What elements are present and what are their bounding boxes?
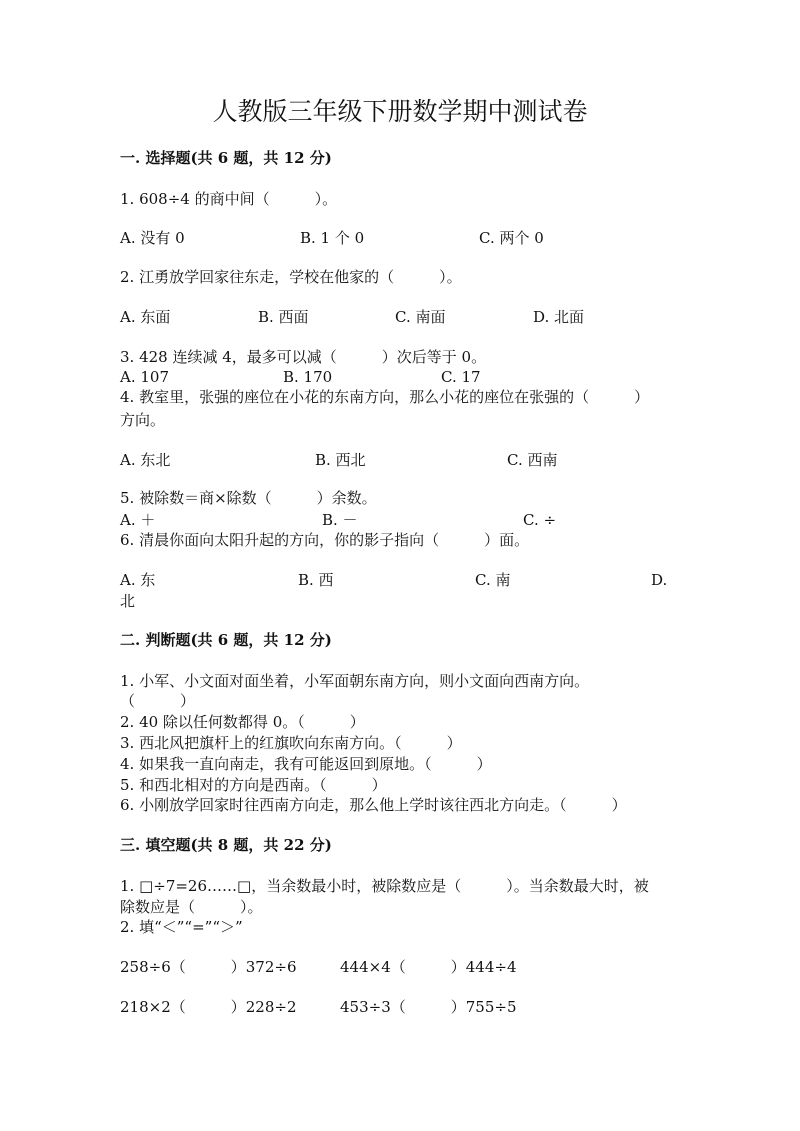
option-c: C. 17 xyxy=(441,368,481,386)
comparison-item: 444×4（ ）444÷4 xyxy=(340,958,517,976)
option-b: B. 170 xyxy=(283,368,333,386)
option-c: C. 西南 xyxy=(507,451,558,469)
comparison-item: 453÷3（ ）755÷5 xyxy=(340,998,517,1016)
question-stem-continued: 除数应是（ ）。 xyxy=(120,898,263,916)
question-stem: 2. 40 除以任何数都得 0。（ ） xyxy=(120,713,365,731)
option-a: A. 107 xyxy=(120,368,169,386)
section-heading-judgement: 二. 判断题(共 6 题，共 12 分) xyxy=(120,631,332,649)
question-stem: 3. 西北风把旗杆上的红旗吹向东南方向。（ ） xyxy=(120,734,462,752)
option-a: A. 东北 xyxy=(120,451,171,469)
question-stem: 1. 608÷4 的商中间（ ）。 xyxy=(120,190,338,208)
option-c: C. 南面 xyxy=(395,308,446,326)
section-heading-fill-blank: 三. 填空题(共 8 题，共 22 分) xyxy=(120,836,332,854)
option-a: A. 东面 xyxy=(120,308,171,326)
option-a: A. 没有 0 xyxy=(120,229,185,247)
option-b: B. 西北 xyxy=(315,451,366,469)
option-c: C. 两个 0 xyxy=(479,229,544,247)
question-stem: 1. □÷7=26……□，当余数最小时，被除数应是（ ）。当余数最大时，被 xyxy=(120,877,649,895)
question-stem: 3. 428 连续减 4，最多可以减（ ）次后等于 0。 xyxy=(120,348,487,366)
answer-bracket: （ ） xyxy=(120,692,196,710)
option-a: A. ＋ xyxy=(120,511,156,529)
question-stem-continued: 方向。 xyxy=(120,411,166,429)
question-stem: 6. 清晨你面向太阳升起的方向，你的影子指向（ ）面。 xyxy=(120,531,530,549)
option-d-text: 北 xyxy=(120,592,136,610)
question-stem: 4. 如果我一直向南走，我有可能返回到原地。（ ） xyxy=(120,755,492,773)
question-stem: 5. 被除数＝商×除数（ ）余数。 xyxy=(120,489,377,507)
option-c: C. ÷ xyxy=(523,511,557,529)
question-stem: 5. 和西北相对的方向是西南。（ ） xyxy=(120,776,387,794)
question-stem: 2. 填“＜”“=”“＞” xyxy=(120,918,243,936)
section-heading-choice: 一. 选择题(共 6 题，共 12 分) xyxy=(120,149,332,167)
question-stem: 6. 小刚放学回家时往西南方向走，那么他上学时该往西北方向走。（ ） xyxy=(120,796,627,814)
option-b: B. 1 个 0 xyxy=(300,229,365,247)
comparison-item: 258÷6（ ）372÷6 xyxy=(120,958,297,976)
question-stem: 2. 江勇放学回家往东走，学校在他家的（ ）。 xyxy=(120,268,462,286)
comparison-item: 218×2（ ）228÷2 xyxy=(120,998,297,1016)
question-stem: 1. 小军、小文面对面坐着，小军面朝东南方向，则小文面向西南方向。 xyxy=(120,672,590,690)
option-b: B. － xyxy=(322,511,358,529)
option-b: B. 西 xyxy=(298,571,334,589)
option-b: B. 西面 xyxy=(258,308,309,326)
option-a: A. 东 xyxy=(120,571,156,589)
page-title: 人教版三年级下册数学期中测试卷 xyxy=(212,97,588,126)
option-d: D. xyxy=(651,571,668,589)
option-c: C. 南 xyxy=(475,571,511,589)
option-d: D. 北面 xyxy=(533,308,585,326)
question-stem: 4. 教室里，张强的座位在小花的东南方向，那么小花的座位在张强的（ ） xyxy=(120,388,650,406)
